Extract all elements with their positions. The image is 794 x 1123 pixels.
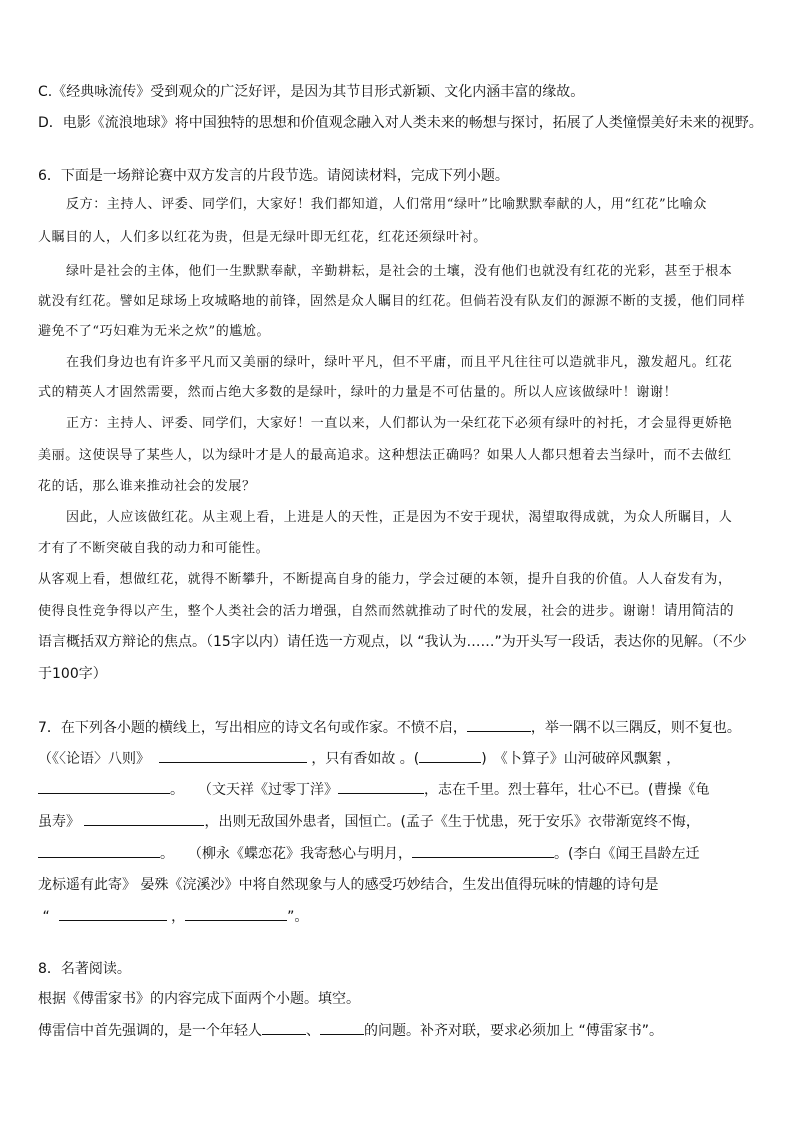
q8-text: 傅雷信中首先强调的，是一个年轻人 (38, 1023, 262, 1039)
q8-text: 、 (306, 1023, 320, 1039)
q7-line (38, 717, 741, 738)
q6-passage-line: 反方：主持人、评委、同学们，大家好！我们都知道，人们常用“绿叶”比喻默默奉献的人，用“红花”比喻众 (66, 197, 707, 212)
q6-passage-line: 因此，人应该做红花。从主观上看，上进是人的天性，正是因为不安于现状，渴望取得成就，为众人所瞩目，人 (66, 510, 733, 525)
q6-passage-line: 美丽。这使误导了某些人，以为绿叶才是人的最高追求。这种想法正确吗？如果人人都只想着去当绿叶，而不去做红 (38, 448, 732, 463)
q8-line (38, 1020, 663, 1041)
q7-text: ”。 (287, 909, 309, 925)
q6-passage-line: 在我们身边也有许多平凡而又美丽的绿叶，绿叶平凡，但不平庸，而且平凡往往可以造就非凡，激发超凡。红花 (66, 355, 733, 370)
answer-blank[interactable] (467, 717, 531, 732)
q6-passage-line: 式的精英人才固然需要，然而占绝大多数的是绿叶，绿叶的力量是不可估量的。所以人应该做绿叶！谢谢！ (38, 385, 678, 400)
answer-blank[interactable] (412, 843, 554, 858)
answer-blank[interactable] (38, 779, 170, 794)
q6-task-start: 请用简洁的 (663, 603, 734, 619)
q6-passage-line: 人瞩目的人，人们多以红花为贵，但是无绿叶即无红花，红花还须绿叶衬。 (38, 230, 487, 245)
answer-blank[interactable] (262, 1020, 306, 1035)
answer-blank[interactable] (320, 1020, 364, 1035)
q7-text: ，只有香如故 。( (311, 751, 420, 767)
q6-passage-line: 花的话，那么谁来推动社会的发展？ (38, 479, 256, 494)
answer-blank[interactable] (38, 843, 160, 858)
q7-text: ) 《卜算子》山河破碎风飘絮 ， (481, 751, 681, 767)
q6-passage-line: 正方：主持人、评委、同学们，大家好！一直以来，人们都认为一朵红花下必须有绿叶的衬托，才会显得更娇艳 (66, 416, 733, 431)
q8-title: 8．名著阅读。 (38, 961, 131, 977)
q7-text: ，出则无敌国外患者，国恒亡。(孟子《生于忧患，死于安乐》衣带渐宽终不悔， (204, 814, 700, 830)
q7-text: “ (42, 909, 50, 925)
q8-text: 的问题。补齐对联，要求必须加上 “傅雷家书”。 (364, 1023, 663, 1039)
q6-passage-line: 使得良性竞争得以产生，整个人类社会的活力增强，自然而然就推动了时代的发展，社会的进步。谢谢！ (38, 604, 664, 619)
q7-text: ，举一隅不以三隅反，则不复也。 (530, 720, 741, 736)
answer-blank[interactable] (185, 906, 287, 921)
option-d: D．电影《流浪地球》将中国独特的思想和价值观念融入对人类未来的畅想与探讨，拓展了人类憧憬美好未来的视野。 (38, 115, 763, 131)
q7-text: 。(李白《闻王昌龄左迁 (554, 846, 700, 862)
q7-line (38, 779, 709, 800)
q7-line (38, 748, 680, 769)
answer-blank[interactable] (59, 906, 167, 921)
q7-text: 。 （文天祥《过零丁洋》 (170, 782, 338, 798)
q7-line (38, 843, 699, 864)
answer-blank[interactable] (159, 748, 307, 763)
q6-task: 语言概括双方辩论的焦点。（15字以内）请任选一方观点，以 “我认为……”为开头写一段话，表达你的见解。（不少 (38, 634, 747, 650)
answer-blank[interactable] (419, 748, 481, 763)
q7-line (38, 811, 700, 832)
answer-blank[interactable] (338, 779, 424, 794)
q8-line: 根据《傅雷家书》的内容完成下面两个小题。填空。 (38, 991, 360, 1007)
q6-passage-line: 才有了不断突破自我的动力和可能性。 (38, 541, 270, 556)
q7-text: （《〈论语〉八则》 (38, 751, 150, 767)
q6-passage-line: 从客观上看，想做红花，就得不断攀升，不断提高自身的能力，学会过硬的本领，提升自我的价值。人人奋发有为， (38, 572, 732, 587)
q6-passage-line: 避免不了“巧妇难为无米之炊”的尴尬。 (38, 324, 271, 339)
answer-blank[interactable] (84, 811, 204, 826)
q6-passage-last-line (38, 601, 734, 622)
q6-passage-line: 就没有红花。譬如足球场上攻城略地的前锋，固然是众人瞩目的红花。但倘若没有队友们的源源不断的支援，他们同样 (38, 294, 746, 309)
q7-text: 虽寿》 (38, 814, 80, 830)
q7-text: 7．在下列各小题的横线上，写出相应的诗文名句或作家。不愤不启， (38, 720, 467, 736)
q7-line: 龙标遥有此寄》 晏殊《浣溪沙》中将自然现象与人的感受巧妙结合，生发出值得玩味的情趣的诗句是 (38, 877, 659, 893)
option-c: C.《经典咏流传》受到观众的广泛好评，是因为其节目形式新颖、文化内涵丰富的缘故。 (38, 84, 585, 100)
q6-prompt: 6．下面是一场辩论赛中双方发言的片段节选。请阅读材料，完成下列小题。 (38, 168, 509, 184)
q7-text: 。 （柳永《蝶恋花》我寄愁心与明月， (160, 846, 412, 862)
q6-task: 于100字） (38, 666, 107, 682)
q7-text: ， (171, 909, 186, 925)
q7-line (38, 906, 308, 927)
q6-passage-line: 绿叶是社会的主体，他们一生默默奉献，辛勤耕耘，是社会的土壤，没有他们也就没有红花的光彩，甚至于根本 (66, 264, 733, 279)
q7-text: ，志在千里。烈士暮年，壮心不已。(曹操《龟 (424, 782, 710, 798)
